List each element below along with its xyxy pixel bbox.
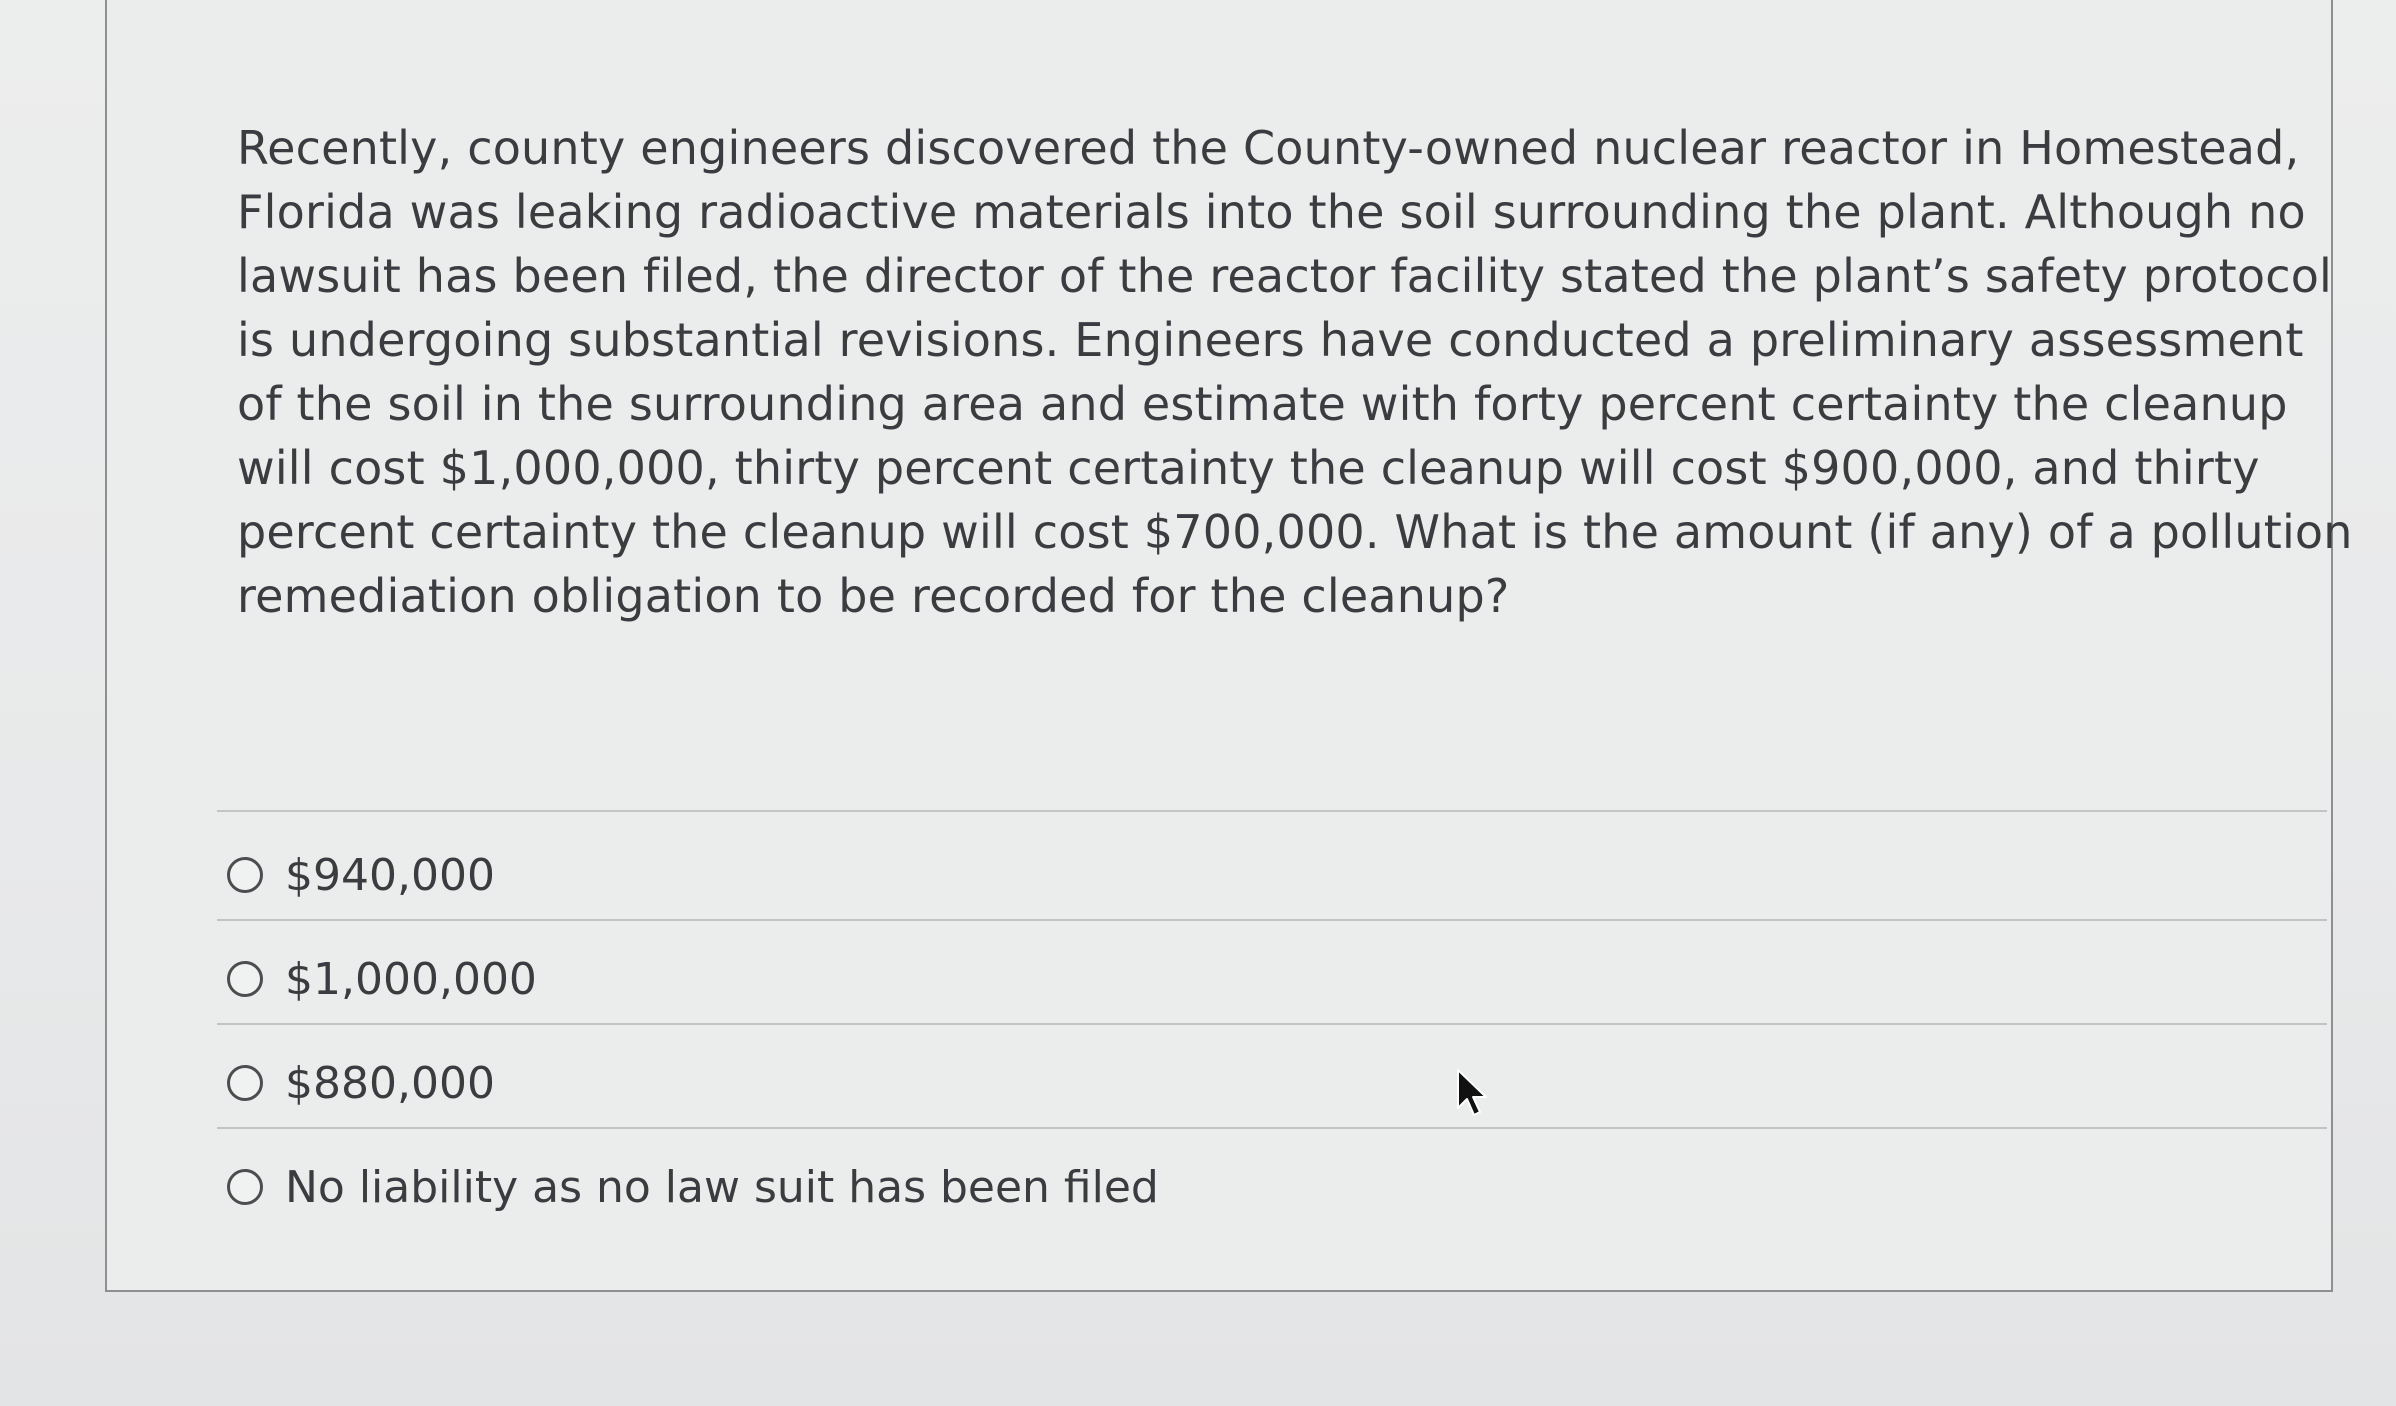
option-label: $880,000 bbox=[285, 1057, 495, 1109]
question-card bbox=[105, 0, 2353, 1292]
option-1000000[interactable] bbox=[227, 927, 2327, 1031]
option-divider bbox=[217, 919, 2327, 921]
option-divider bbox=[217, 1023, 2327, 1025]
option-label: $1,000,000 bbox=[285, 953, 537, 1005]
options-top-divider bbox=[217, 810, 2327, 812]
option-940000[interactable] bbox=[227, 823, 2327, 927]
option-label: No liability as no law suit has been filed bbox=[285, 1161, 1159, 1213]
radio-button-icon[interactable] bbox=[227, 961, 263, 997]
option-no-liability[interactable] bbox=[227, 1135, 2327, 1239]
option-label: $940,000 bbox=[285, 849, 495, 901]
radio-button-icon[interactable] bbox=[227, 1065, 263, 1101]
option-divider bbox=[217, 1127, 2327, 1129]
answer-options bbox=[227, 823, 2327, 1239]
question-text: Recently, county engineers discovered the County-owned nuclear reactor in Homestead, Florida was leaking radioactive materials into the soil surrounding the plant. Although no lawsuit has been filed, the director of the reactor facility stated the plant’s safety protocol is undergoing substantial revisions. Engineers have conducted a preliminary assessment of the soil in the surrounding area and estimate with forty percent certainty the cleanup will cost $1,000,000, thirty percent certainty the cleanup will cost $900,000, and thirty percent certainty the cleanup will cost $700,000. What is the amount (if any) of a pollution remediation obligation to be recorded for the cleanup? bbox=[237, 121, 2353, 623]
radio-button-icon[interactable] bbox=[227, 1169, 263, 1205]
radio-button-icon[interactable] bbox=[227, 857, 263, 893]
option-880000[interactable] bbox=[227, 1031, 2327, 1135]
mouse-pointer-icon bbox=[1455, 1068, 1489, 1120]
